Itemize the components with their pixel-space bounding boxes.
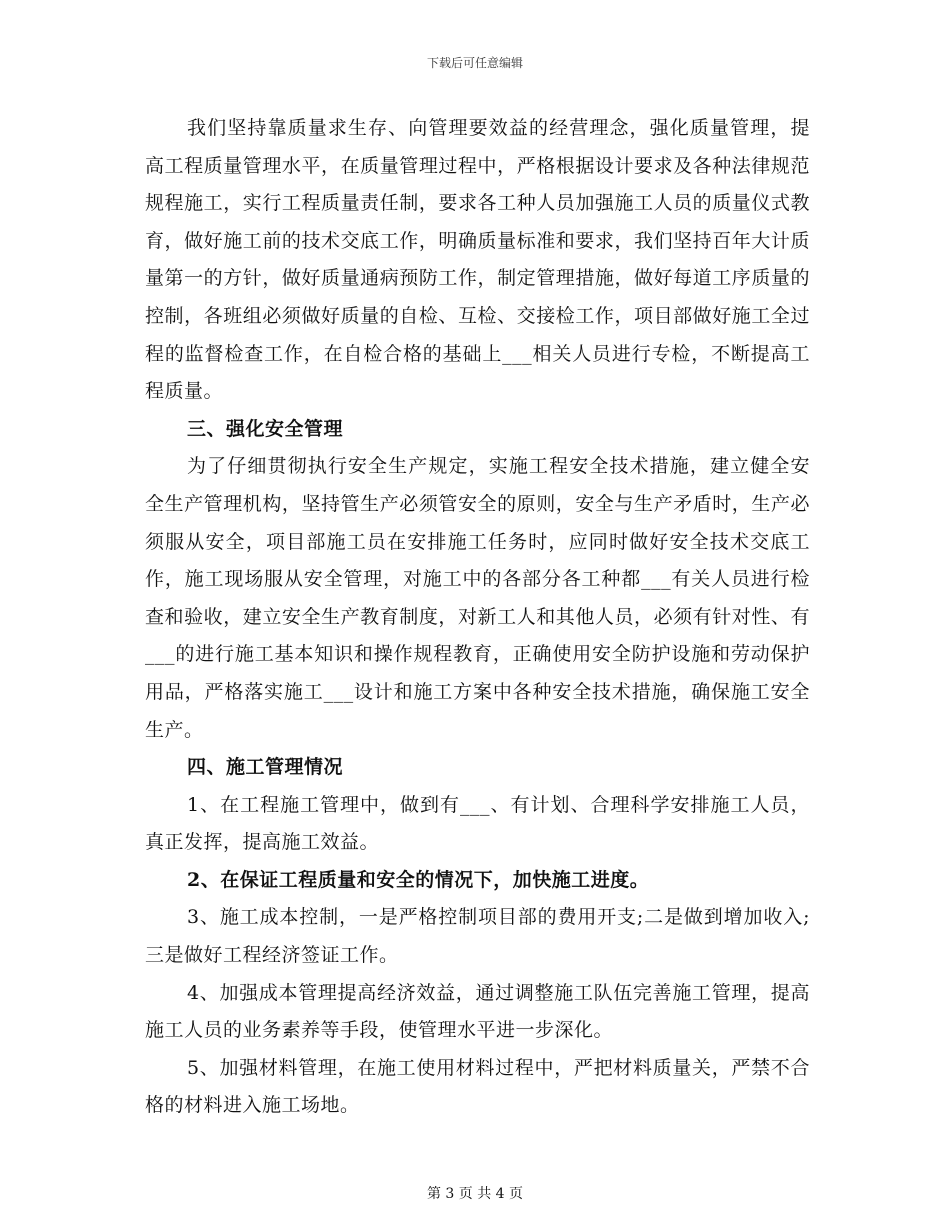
- document-body: [145, 110, 810, 1125]
- list-item-5: 5、加强材料管理，在施工使用材料过程中，严把材料质量关，严禁不合格的材料进入施工场地。: [145, 1056, 810, 1117]
- paragraph-safety-management: 为了仔细贯彻执行安全生产规定，实施工程安全技术措施，建立健全安全生产管理机构，坚持管生产必须管安全的原则，安全与生产矛盾时，生产必须服从安全，项目部施工员在安排施工任务时，应同时做好安全技术交底工作，施工现场服从安全管理，对施工中的各部分各工种都___有关人员进行检查和验收，建立安全生产教育制度，对新工人和其他人员，必须有针对性、有___的进行施工基本知识和操作规程教育，正确使用安全防护设施和劳动保护用品，严格落实施工___设计和施工方案中各种安全技术措施，确保施工安全生产。: [145, 455, 810, 741]
- paragraph-quality-management: 我们坚持靠质量求生存、向管理要效益的经营理念，强化质量管理，提高工程质量管理水平，在质量管理过程中，严格根据设计要求及各种法律规范规程施工，实行工程质量责任制，要求各工种人员加强施工人员的质量仪式教育，做好施工前的技术交底工作，明确质量标准和要求，我们坚持百年大计质量第一的方针，做好质量通病预防工作，制定管理措施，做好每道工序质量的控制，各班组必须做好质量的自检、互检、交接检工作，项目部做好施工全过程的监督检查工作，在自检合格的基础上___相关人员进行专检，不断提高工程质量。: [145, 117, 810, 403]
- section-heading-construction: 四、施工管理情况: [187, 756, 344, 779]
- list-item-1: 1、在工程施工管理中，做到有___、有计划、合理科学安排施工人员，真正发挥，提高施工效益。: [145, 793, 810, 854]
- page-header: 下载后可任意编辑: [426, 56, 523, 70]
- list-item-4: 4、加强成本管理提高经济效益，通过调整施工队伍完善施工管理，提高施工人员的业务素养等手段，使管理水平进一步深化。: [145, 981, 810, 1042]
- list-item-3: 3、施工成本控制，一是严格控制项目部的费用开支;二是做到增加收入;三是做好工程经济签证工作。: [145, 906, 810, 967]
- page-footer: 第 3 页 共 4 页: [426, 1186, 524, 1202]
- list-item-2: 2、在保证工程质量和安全的情况下，加快施工进度。: [187, 868, 650, 891]
- section-heading-safety: 三、强化安全管理: [187, 417, 344, 440]
